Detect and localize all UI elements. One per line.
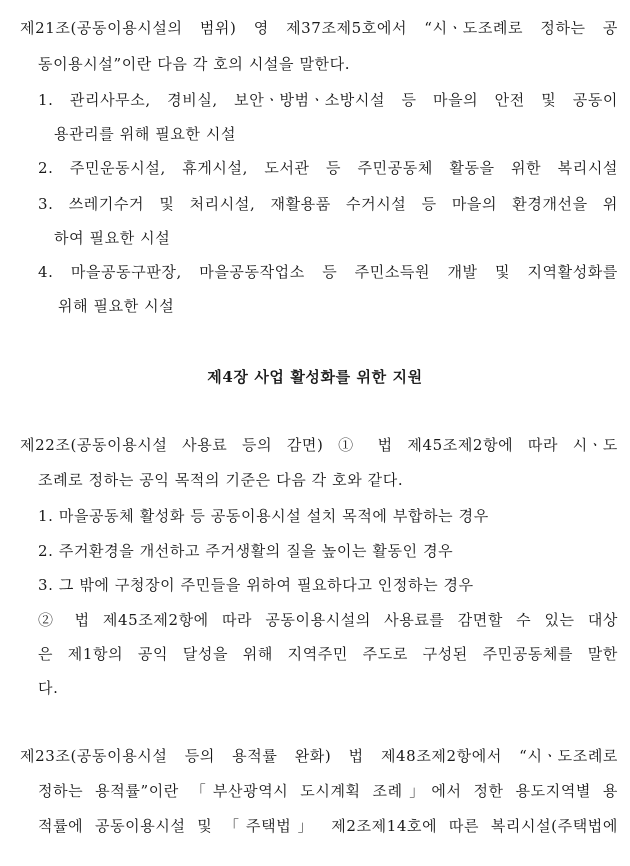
article-21-item-2-line-1: 2. 주민운동시설, 휴게시설, 도서관 등 주민공동체 활동을 위한 복리시설	[38, 159, 618, 177]
article-22-line-1: 제22조(공동이용시설 사용료 등의 감면) ① 법 제45조제2항에 따라 시ㆍ도	[20, 436, 618, 454]
article-21-item-1-line-2: 용관리를 위해 필요한 시설	[54, 125, 237, 143]
article-21-item-1-line-1: 1. 관리사무소, 경비실, 보안ㆍ방범ㆍ소방시설 등 마을의 안전 및 공동이	[38, 91, 618, 109]
article-22-para-2-line-2: 은 제1항의 공익 달성을 위해 지역주민 주도로 구성된 주민공동체를 말한	[38, 645, 618, 663]
article-21-item-4-line-1: 4. 마을공동구판장, 마을공동작업소 등 주민소득원 개발 및 지역활성화를	[38, 263, 618, 281]
article-22-para-2-line-3: 다.	[38, 679, 59, 697]
article-23-line-3: 적률에 공동이용시설 및 「주택법」 제2조제14호에 따른 복리시설(주택법에	[38, 817, 618, 835]
article-21-item-4-line-2: 위해 필요한 시설	[58, 297, 175, 315]
article-22-line-2: 조례로 정하는 공익 목적의 기준은 다음 각 호와 같다.	[38, 471, 404, 489]
article-21-line-1: 제21조(공동이용시설의 범위) 영 제37조제5호에서 “시ㆍ도조례로 정하는 공	[20, 19, 618, 37]
article-23-line-2: 정하는 용적률”이란 「부산광역시 도시계획 조례」에서 정한 용도지역별 용	[38, 782, 618, 800]
chapter-4-heading: 제4장 사업 활성화를 위한 지원	[207, 368, 423, 386]
article-21-item-3-line-2: 하여 필요한 시설	[54, 229, 171, 247]
article-22-item-3: 3. 그 밖에 구청장이 주민들을 위하여 필요하다고 인정하는 경우	[38, 576, 474, 594]
article-21-item-3-line-1: 3. 쓰레기수거 및 처리시설, 재활용품 수거시설 등 마을의 환경개선을 위	[38, 195, 618, 213]
article-22-item-2: 2. 주거환경을 개선하고 주거생활의 질을 높이는 활동인 경우	[38, 542, 454, 560]
article-22-para-2-line-1: ② 법 제45조제2항에 따라 공동이용시설의 사용료를 감면할 수 있는 대상	[38, 611, 618, 629]
article-23-line-1: 제23조(공동이용시설 등의 용적률 완화) 법 제48조제2항에서 “시ㆍ도조례로	[20, 747, 618, 765]
article-21-line-2: 동이용시설”이란 다음 각 호의 시설을 말한다.	[38, 55, 351, 73]
article-22-item-1: 1. 마을공동체 활성화 등 공동이용시설 설치 목적에 부합하는 경우	[38, 507, 489, 525]
